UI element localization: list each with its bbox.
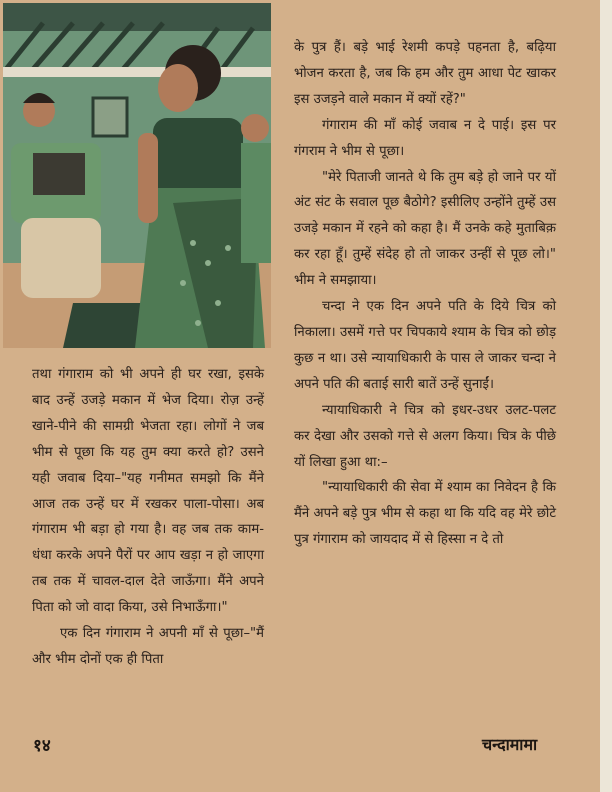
right-text-column [294, 35, 556, 553]
right-paragraph: "न्यायाधिकारी की सेवा में श्याम का निवेदन है कि मैंने अपने बड़े पुत्र भीम से कहा था कि यदि वह मेरे छोटे पुत्र गंगाराम को जायदाद में से हिस्सा न दे तो [294, 480, 556, 548]
left-text-column [32, 362, 264, 673]
story-illustration [3, 3, 271, 348]
right-paragraph: न्यायाधिकारी ने चित्र को इधर-उधर उलट-पलट कर देखा और उसको गत्ते से अलग किया। चित्र के पीछे यों लिखा हुआ था:– [294, 402, 556, 470]
right-paragraph: चन्दा ने एक दिन अपने पति के दिये चित्र को निकाला। उसमें गत्ते पर चिपकाये श्याम के चित्र को छोड़ कुछ न था। उसे न्यायाधिकारी के पास ले जाकर चन्दा ने अपने पति की बताई सारी बातें उन्हें सुनाईं। [294, 299, 556, 392]
right-paragraph: के पुत्र हैं। बड़े भाई रेशमी कपड़े पहनता है, बढ़िया भोजन करता है, जब कि हम और तुम आधा पेट खाकर इस उजड़ने वाले मकान में क्यों रहें?" [294, 40, 556, 107]
magazine-title: चन्दामामा [482, 735, 538, 754]
page-number: १४ [33, 736, 51, 756]
right-paragraph: "मेरे पिताजी जानते थे कि तुम बड़े हो जाने पर यों अंट संट के सवाल पूछ बैठोगे? इसीलिए उन्होंने तुम्हें उस उजड़े मकान में रहने को कहा है। मैं उनके कहे मुताबिक़ कर रहा हूँ। तुम्हें संदेह हो तो जाकर उन्हीं से पूछ लो।" भीम ने समझाया। [294, 169, 556, 289]
left-paragraph: तथा गंगाराम को भी अपने ही घर रखा, इसके बाद उन्हें उजड़े मकान में भेज दिया। रोज़ उन्हें खाने-पीने की सामग्री भेजता रहा। लोगों ने जब भीम से पूछा कि यह तुम क्या करते हो? उसने यही जवाब दिया–"यह गनीमत समझो कि मैंने आज तक उन्हें घर में रखकर पाला-पोसा। अब गंगाराम भी बड़ा हो गया है। वह जब तक काम-धंधा करके अपने पैरों पर आप खड़ा न हो जाएगा तब तक में चावल-दाल देते जाऊँगा। मैंने अपने पिता को जो वादा किया, उसे निभाऊँगा।" [32, 367, 264, 616]
left-paragraph: एक दिन गंगाराम ने अपनी माँ से पूछा–"मैं और भीम दोनों एक ही पिता [32, 626, 264, 667]
illustration-scene-icon [3, 3, 271, 348]
page-edge [600, 0, 612, 792]
right-paragraph: गंगाराम की माँ कोई जवाब न दे पाई। इस पर गंगराम ने भीम से पूछा। [294, 117, 556, 159]
